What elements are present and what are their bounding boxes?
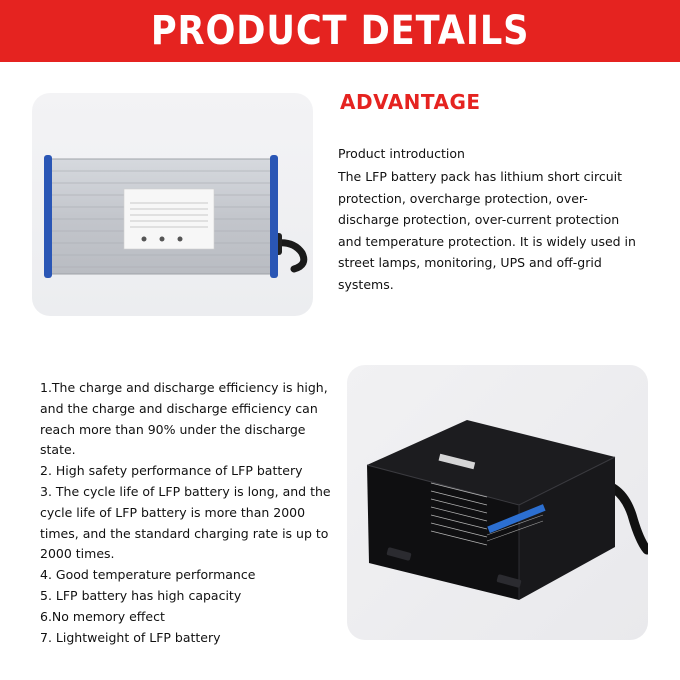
charger-image xyxy=(32,93,313,316)
feature-item-3: 3. The cycle life of LFP battery is long, and the cycle life of LFP battery is more than 2000 times, and the standard charging rate is up to 2000 times. xyxy=(40,483,331,562)
feature-item-5: 5. LFP battery has high capacity xyxy=(40,587,242,603)
feature-item-4: 4. Good temperature performance xyxy=(40,567,256,583)
intro-body: The LFP battery pack has lithium short circuit protection, overcharge protection, over-discharge protection, over-current protection and temperature protection. It is widely used in street lamps, monitoring, UPS and off-grid systems. xyxy=(338,169,636,292)
charger-image-panel xyxy=(32,93,313,316)
feature-item-7: 7. Lightweight of LFP battery xyxy=(40,629,221,645)
feature-list xyxy=(40,378,340,648)
feature-item-1: 1.The charge and discharge efficiency is high, and the charge and discharge efficiency can reach more than 90% under the discharge state. xyxy=(40,380,328,458)
feature-item-2: 2. High safety performance of LFP battery xyxy=(40,463,303,479)
advantage-heading: ADVANTAGE xyxy=(340,90,481,114)
page-title: PRODUCT DETAILS xyxy=(150,8,530,54)
battery-image-panel xyxy=(347,365,648,640)
intro-title: Product introduction xyxy=(338,146,465,161)
feature-item-6: 6.No memory effect xyxy=(40,608,165,624)
battery-image xyxy=(347,365,648,640)
title-banner xyxy=(0,0,680,62)
